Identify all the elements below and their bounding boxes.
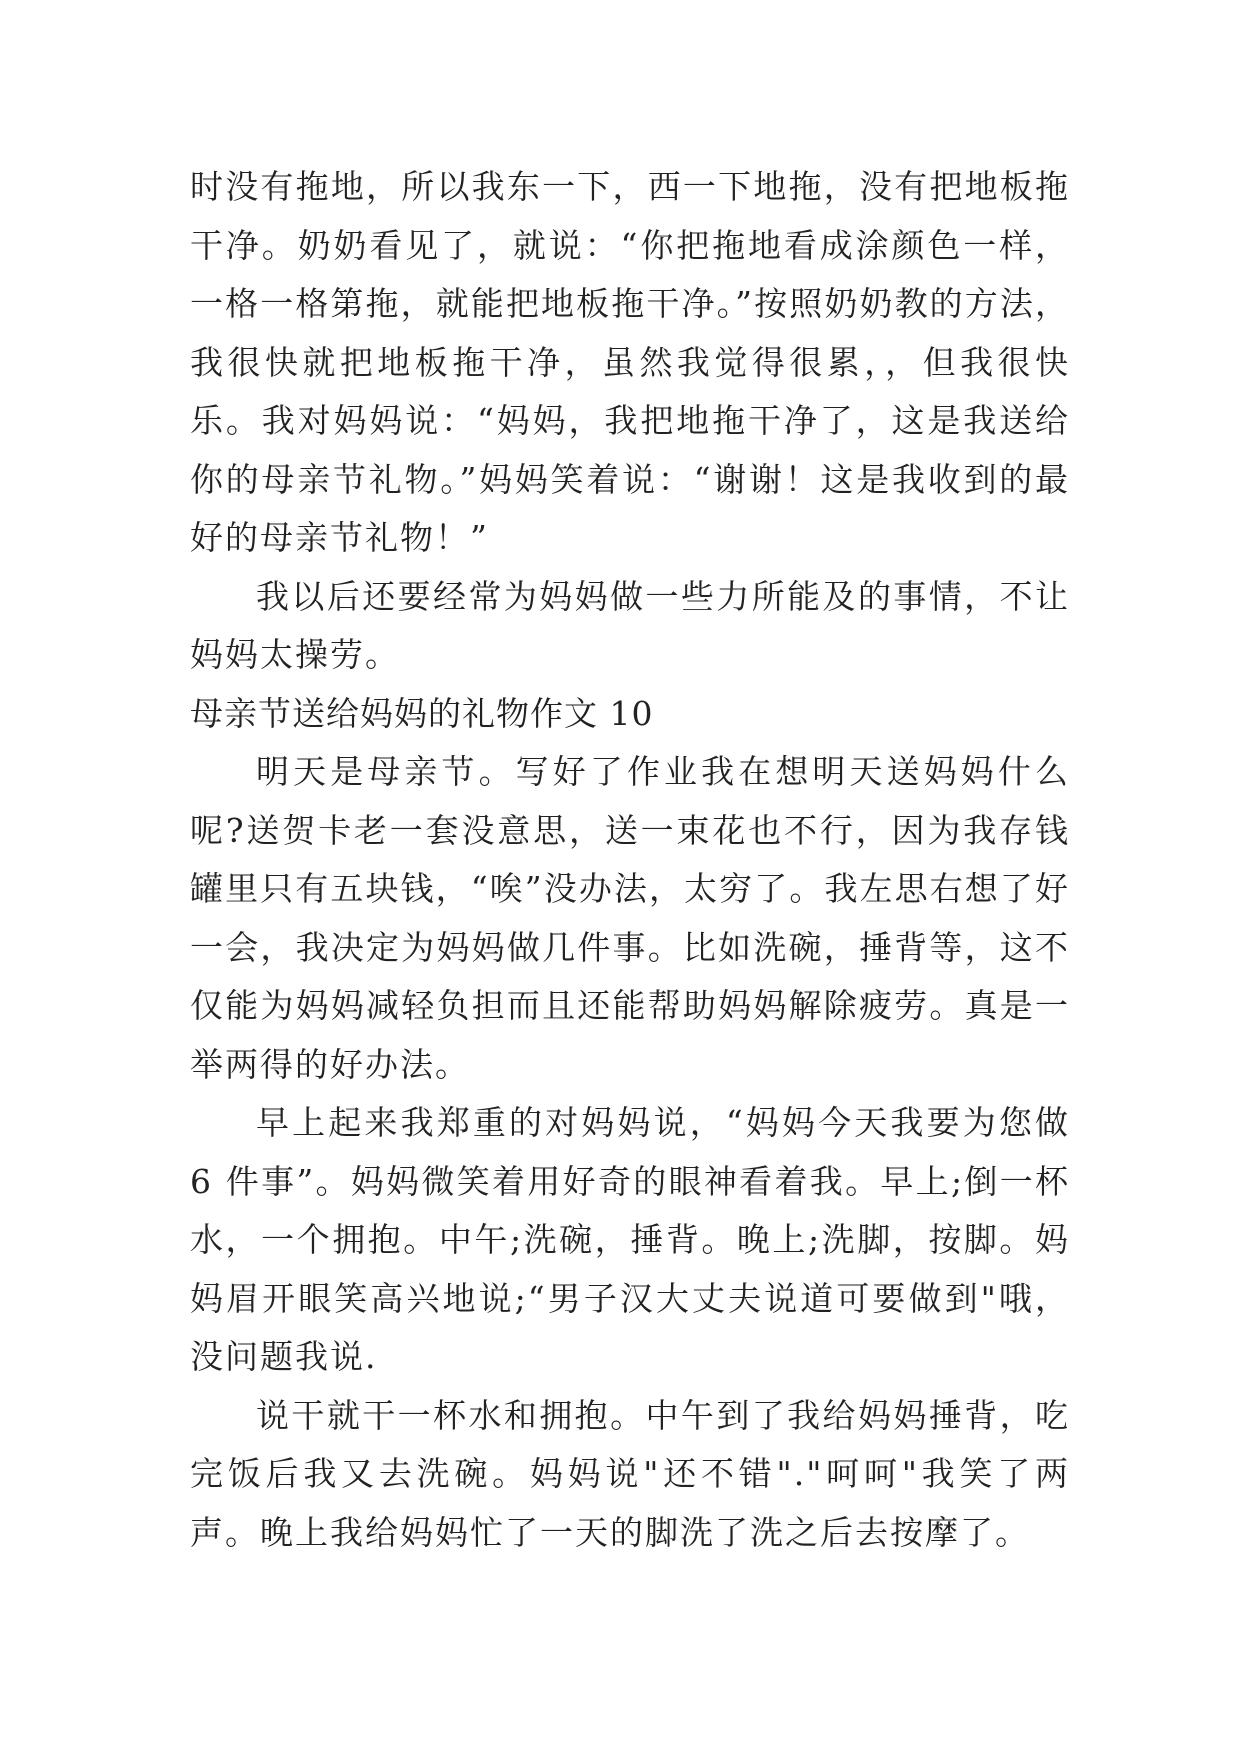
essay-heading: 母亲节送给妈妈的礼物作文 10 — [190, 693, 654, 733]
paragraph-promise: 我以后还要经常为妈妈做一些力所能及的事情，不让妈妈太操劳。 — [190, 576, 1070, 674]
paragraph-morning: 早上起来我郑重的对妈妈说，“妈妈今天我要为您做 6 件事”。妈妈微笑着用好奇的眼神看着我。早上;倒一杯水，一个拥抱。中午;洗碗，捶背。晚上;洗脚，按脚。妈妈眉开眼笑高兴地说;“男子汉大丈夫说道可要做到"哦，没问题我说. — [190, 1103, 1070, 1376]
paragraph-day: 说干就干一杯水和拥抱。中午到了我给妈妈捶背，吃完饭后我又去洗碗。妈妈说"还不错"."呵呵"我笑了两声。晚上我给妈妈忙了一天的脚洗了洗之后去按摩了。 — [190, 1395, 1070, 1552]
document-body — [190, 158, 1070, 1562]
paragraph-idea: 明天是母亲节。写好了作业我在想明天送妈妈什么呢?送贺卡老一套没意思，送一束花也不行，因为我存钱罐里只有五块钱，“唉”没办法，太穷了。我左思右想了好一会，我决定为妈妈做几件事。比如洗碗，捶背等，这不仅能为妈妈减轻负担而且还能帮助妈妈解除疲劳。真是一举两得的好办法。 — [190, 752, 1070, 1084]
paragraph-continuation: 时没有拖地，所以我东一下，西一下地拖，没有把地板拖干净。奶奶看见了，就说：“你把拖地看成涂颜色一样，一格一格第拖，就能把地板拖干净。”按照奶奶教的方法，我很快就把地板拖干净，虽然我觉得很累，，但我很快乐。我对妈妈说：“妈妈，我把地拖干净了，这是我送给你的母亲节礼物。”妈妈笑着说：“谢谢！这是我收到的最好的母亲节礼物！” — [190, 167, 1070, 557]
